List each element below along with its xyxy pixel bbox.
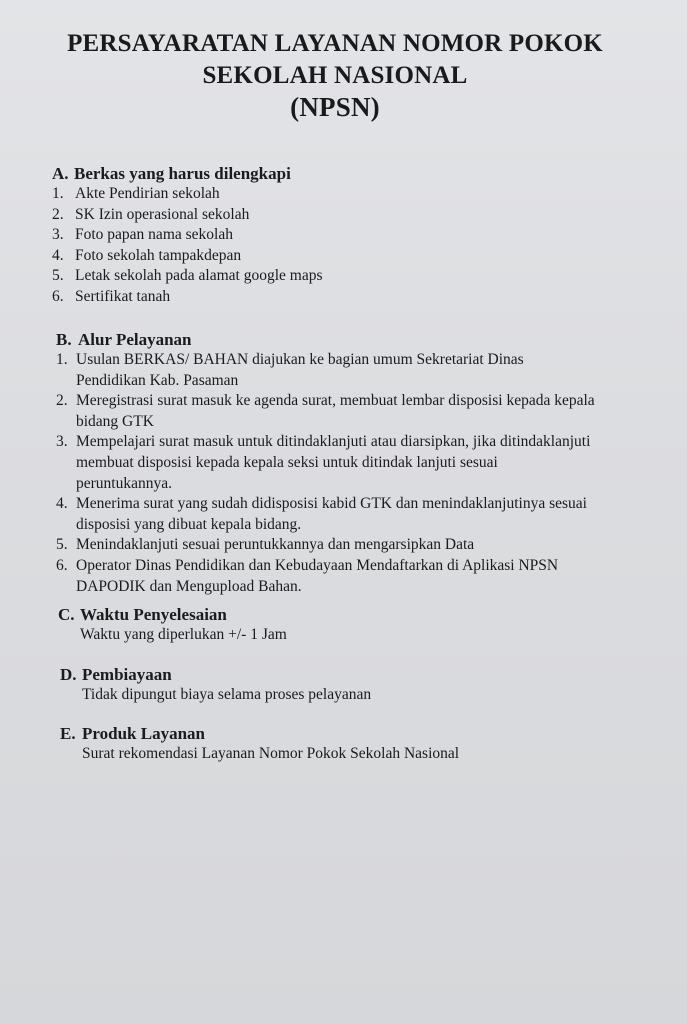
item-number: 6. — [56, 556, 68, 574]
list-item — [52, 287, 652, 308]
section-waktu-penyelesaian — [58, 605, 658, 644]
item-number: 5. — [56, 536, 68, 554]
section-heading — [58, 605, 658, 625]
section-heading — [56, 330, 596, 350]
section-letter: D. — [60, 665, 77, 684]
item-text: Foto papan nama sekolah — [75, 226, 233, 244]
section-heading — [52, 164, 652, 184]
list-item — [52, 225, 652, 246]
list-item — [52, 266, 652, 287]
section-produk-layanan — [60, 724, 660, 763]
item-text: Menerima surat yang sudah didisposisi kabid GTK dan menindaklanjutinya sesuai disposisi yang dibuat kepala bidang. — [76, 495, 587, 533]
section-heading-text: Pembiayaan — [82, 665, 172, 684]
list-item — [56, 432, 596, 494]
document-title-line-1: PERSAYARATAN LAYANAN NOMOR POKOK — [67, 30, 603, 57]
item-number: 2. — [56, 392, 68, 410]
list-item — [56, 556, 596, 597]
section-heading-text: Berkas yang harus dilengkapi — [74, 164, 291, 183]
section-heading-text: Alur Pelayanan — [78, 330, 192, 349]
section-letter: E. — [60, 724, 76, 743]
section-heading-text: Waktu Penyelesaian — [80, 605, 227, 624]
item-text: Meregistrasi surat masuk ke agenda surat, membuat lembar disposisi kepada kepala bidang GTK — [76, 392, 595, 430]
section-heading — [60, 724, 660, 744]
list-item — [56, 350, 596, 391]
section-letter: B. — [56, 330, 72, 349]
alur-list — [56, 350, 596, 597]
list-item — [56, 391, 596, 432]
section-heading-text: Produk Layanan — [82, 724, 205, 743]
section-berkas — [52, 164, 652, 308]
item-text: Usulan BERKAS/ BAHAN diajukan ke bagian umum Sekretariat Dinas Pendidikan Kab. Pasaman — [76, 351, 524, 389]
list-item — [52, 246, 652, 267]
item-text: Foto sekolah tampakdepan — [75, 246, 242, 264]
list-item — [52, 184, 652, 205]
item-text: Mempelajari surat masuk untuk ditindaklanjuti atau diarsipkan, jika ditindaklanjuti membuat disposisi kepada kepala seksi untuk ditindak lanjuti sesuai peruntukannya. — [76, 433, 591, 492]
section-body: Waktu yang diperlukan +/- 1 Jam — [80, 626, 287, 643]
document-title-line-2: SEKOLAH NASIONAL — [202, 62, 468, 89]
section-pembiayaan — [60, 665, 660, 704]
item-number: 2. — [52, 205, 64, 223]
item-number: 1. — [52, 185, 64, 202]
item-number: 5. — [52, 267, 64, 285]
document-title-line-3: (NPSN) — [290, 92, 380, 122]
section-body: Tidak dipungut biaya selama proses pelayanan — [82, 686, 372, 703]
item-text: Akte Pendirian sekolah — [75, 185, 220, 202]
berkas-list — [52, 184, 652, 308]
item-text: Menindaklanjuti sesuai peruntukkannya dan mengarsipkan Data — [76, 536, 475, 554]
list-item — [56, 494, 596, 535]
item-number: 4. — [56, 495, 68, 513]
section-body: Surat rekomendasi Layanan Nomor Pokok Sekolah Nasional — [82, 745, 460, 762]
list-item — [56, 535, 596, 556]
item-number: 3. — [52, 226, 64, 244]
section-heading — [60, 665, 660, 685]
item-number: 1. — [56, 351, 68, 368]
item-text: SK Izin operasional sekolah — [75, 205, 250, 223]
section-alur-pelayanan — [56, 330, 596, 597]
list-item — [52, 205, 652, 226]
section-letter: A. — [52, 164, 69, 183]
item-number: 4. — [52, 246, 64, 264]
item-number: 3. — [56, 433, 68, 451]
item-text: Operator Dinas Pendidikan dan Kebudayaan Mendaftarkan di Aplikasi NPSN DAPODIK dan Mengupload Bahan. — [76, 556, 559, 595]
item-text: Letak sekolah pada alamat google maps — [75, 267, 323, 285]
item-number: 6. — [52, 287, 64, 305]
section-letter: C. — [58, 605, 75, 624]
item-text: Sertifikat tanah — [75, 287, 171, 305]
